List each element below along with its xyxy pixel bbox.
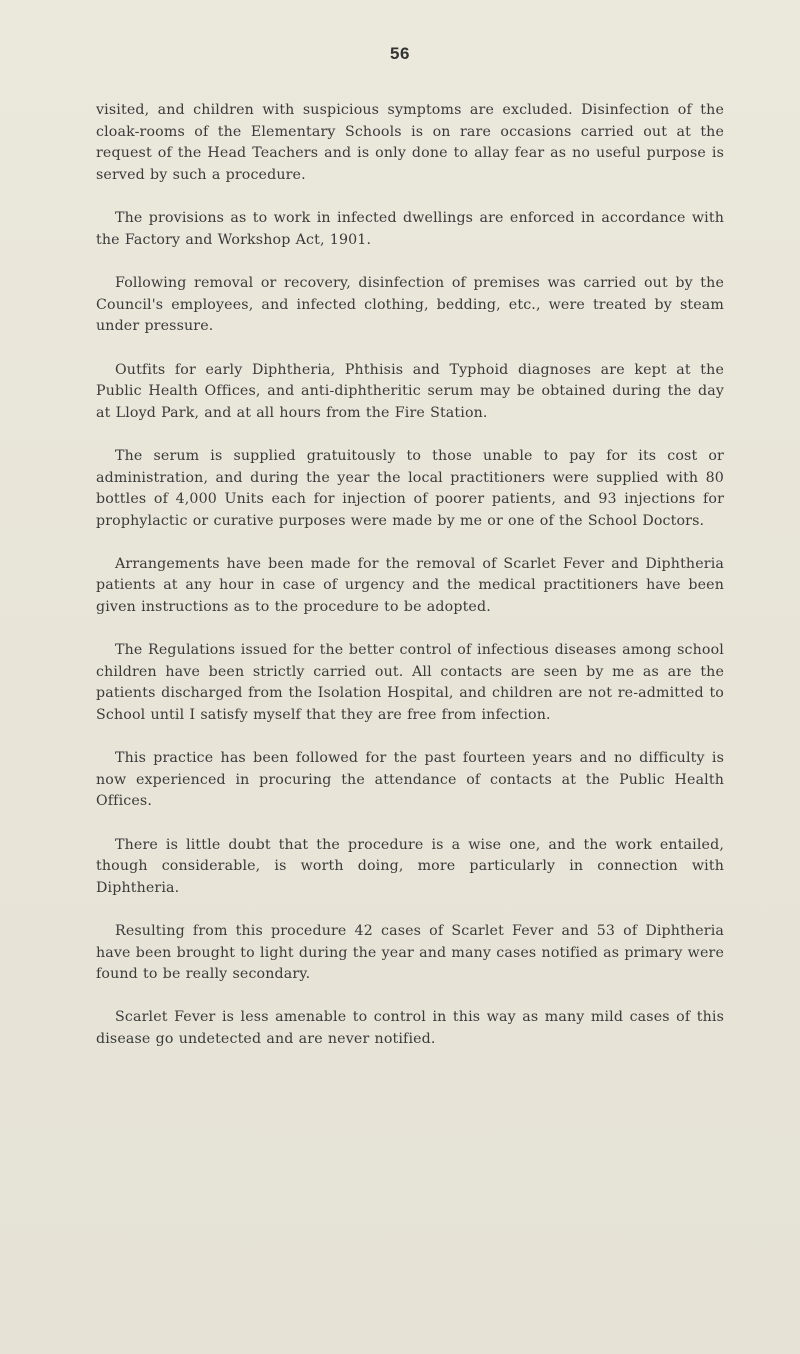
paragraph-serum-supply: The serum is supplied gratuitously to those unable to pay for its cost or administration, and during the year the local practitioners were supplied with 80 bottles of 4,000 Units each for injection of poorer patients, and 93 injections for prophylactic or curative purposes were made by me or one of the School Doctors.: [96, 447, 724, 529]
paragraph-continuation: visited, and children with suspicious symptoms are excluded. Disinfection of the cloak-rooms of the Elementary Schools is on rare occasions carried out at the request of the Head Teachers and is only done to allay fear as no useful purpose is served by such a procedure.: [96, 102, 724, 183]
paragraph-results: Resulting from this procedure 42 cases of Scarlet Fever and 53 of Diphtheria have been brought to light during the year and many cases notified as primary were found to be really secondary.: [96, 922, 724, 983]
paragraph-outfits: Outfits for early Diphtheria, Phthisis and Typhoid diagnoses are kept at the Public Health Offices, and anti-diphtheritic serum may be obtained during the day at Lloyd Park, and at all hours from the Fire Station.: [96, 361, 724, 421]
body-text: [96, 100, 724, 1072]
paragraph-scarlet-fever-note: Scarlet Fever is less amenable to control in this way as many mild cases of this disease go undetected and are never notified.: [96, 1009, 724, 1047]
paragraph-disinfection-premises: Following removal or recovery, disinfection of premises was carried out by the Council's employees, and infected clothing, bedding, etc., were treated by steam under pressure.: [96, 275, 724, 335]
paragraph-infected-dwellings: The provisions as to work in infected dwellings are enforced in accordance with the Factory and Workshop Act, 1901.: [96, 210, 724, 248]
paragraph-procedure-value: There is little doubt that the procedure is a wise one, and the work entailed, though considerable, is worth doing, more particularly in connection with Diphtheria.: [96, 836, 724, 896]
page-number: 56: [390, 44, 410, 63]
paragraph-practice-history: This practice has been followed for the past fourteen years and no difficulty is now experienced in procuring the attendance of contacts at the Public Health Offices.: [96, 750, 724, 810]
paragraph-removal-arrangements: Arrangements have been made for the removal of Scarlet Fever and Diphtheria patients at any hour in case of urgency and the medical practitioners have been given instructions as to the procedure to be adopted.: [96, 555, 724, 616]
paragraph-school-regulations: The Regulations issued for the better control of infectious diseases among school children have been strictly carried out. All contacts are seen by me as are the patients discharged from the Isolation Hospital, and children are not re-admitted to School until I satisfy myself that they are free from infection.: [96, 642, 724, 724]
